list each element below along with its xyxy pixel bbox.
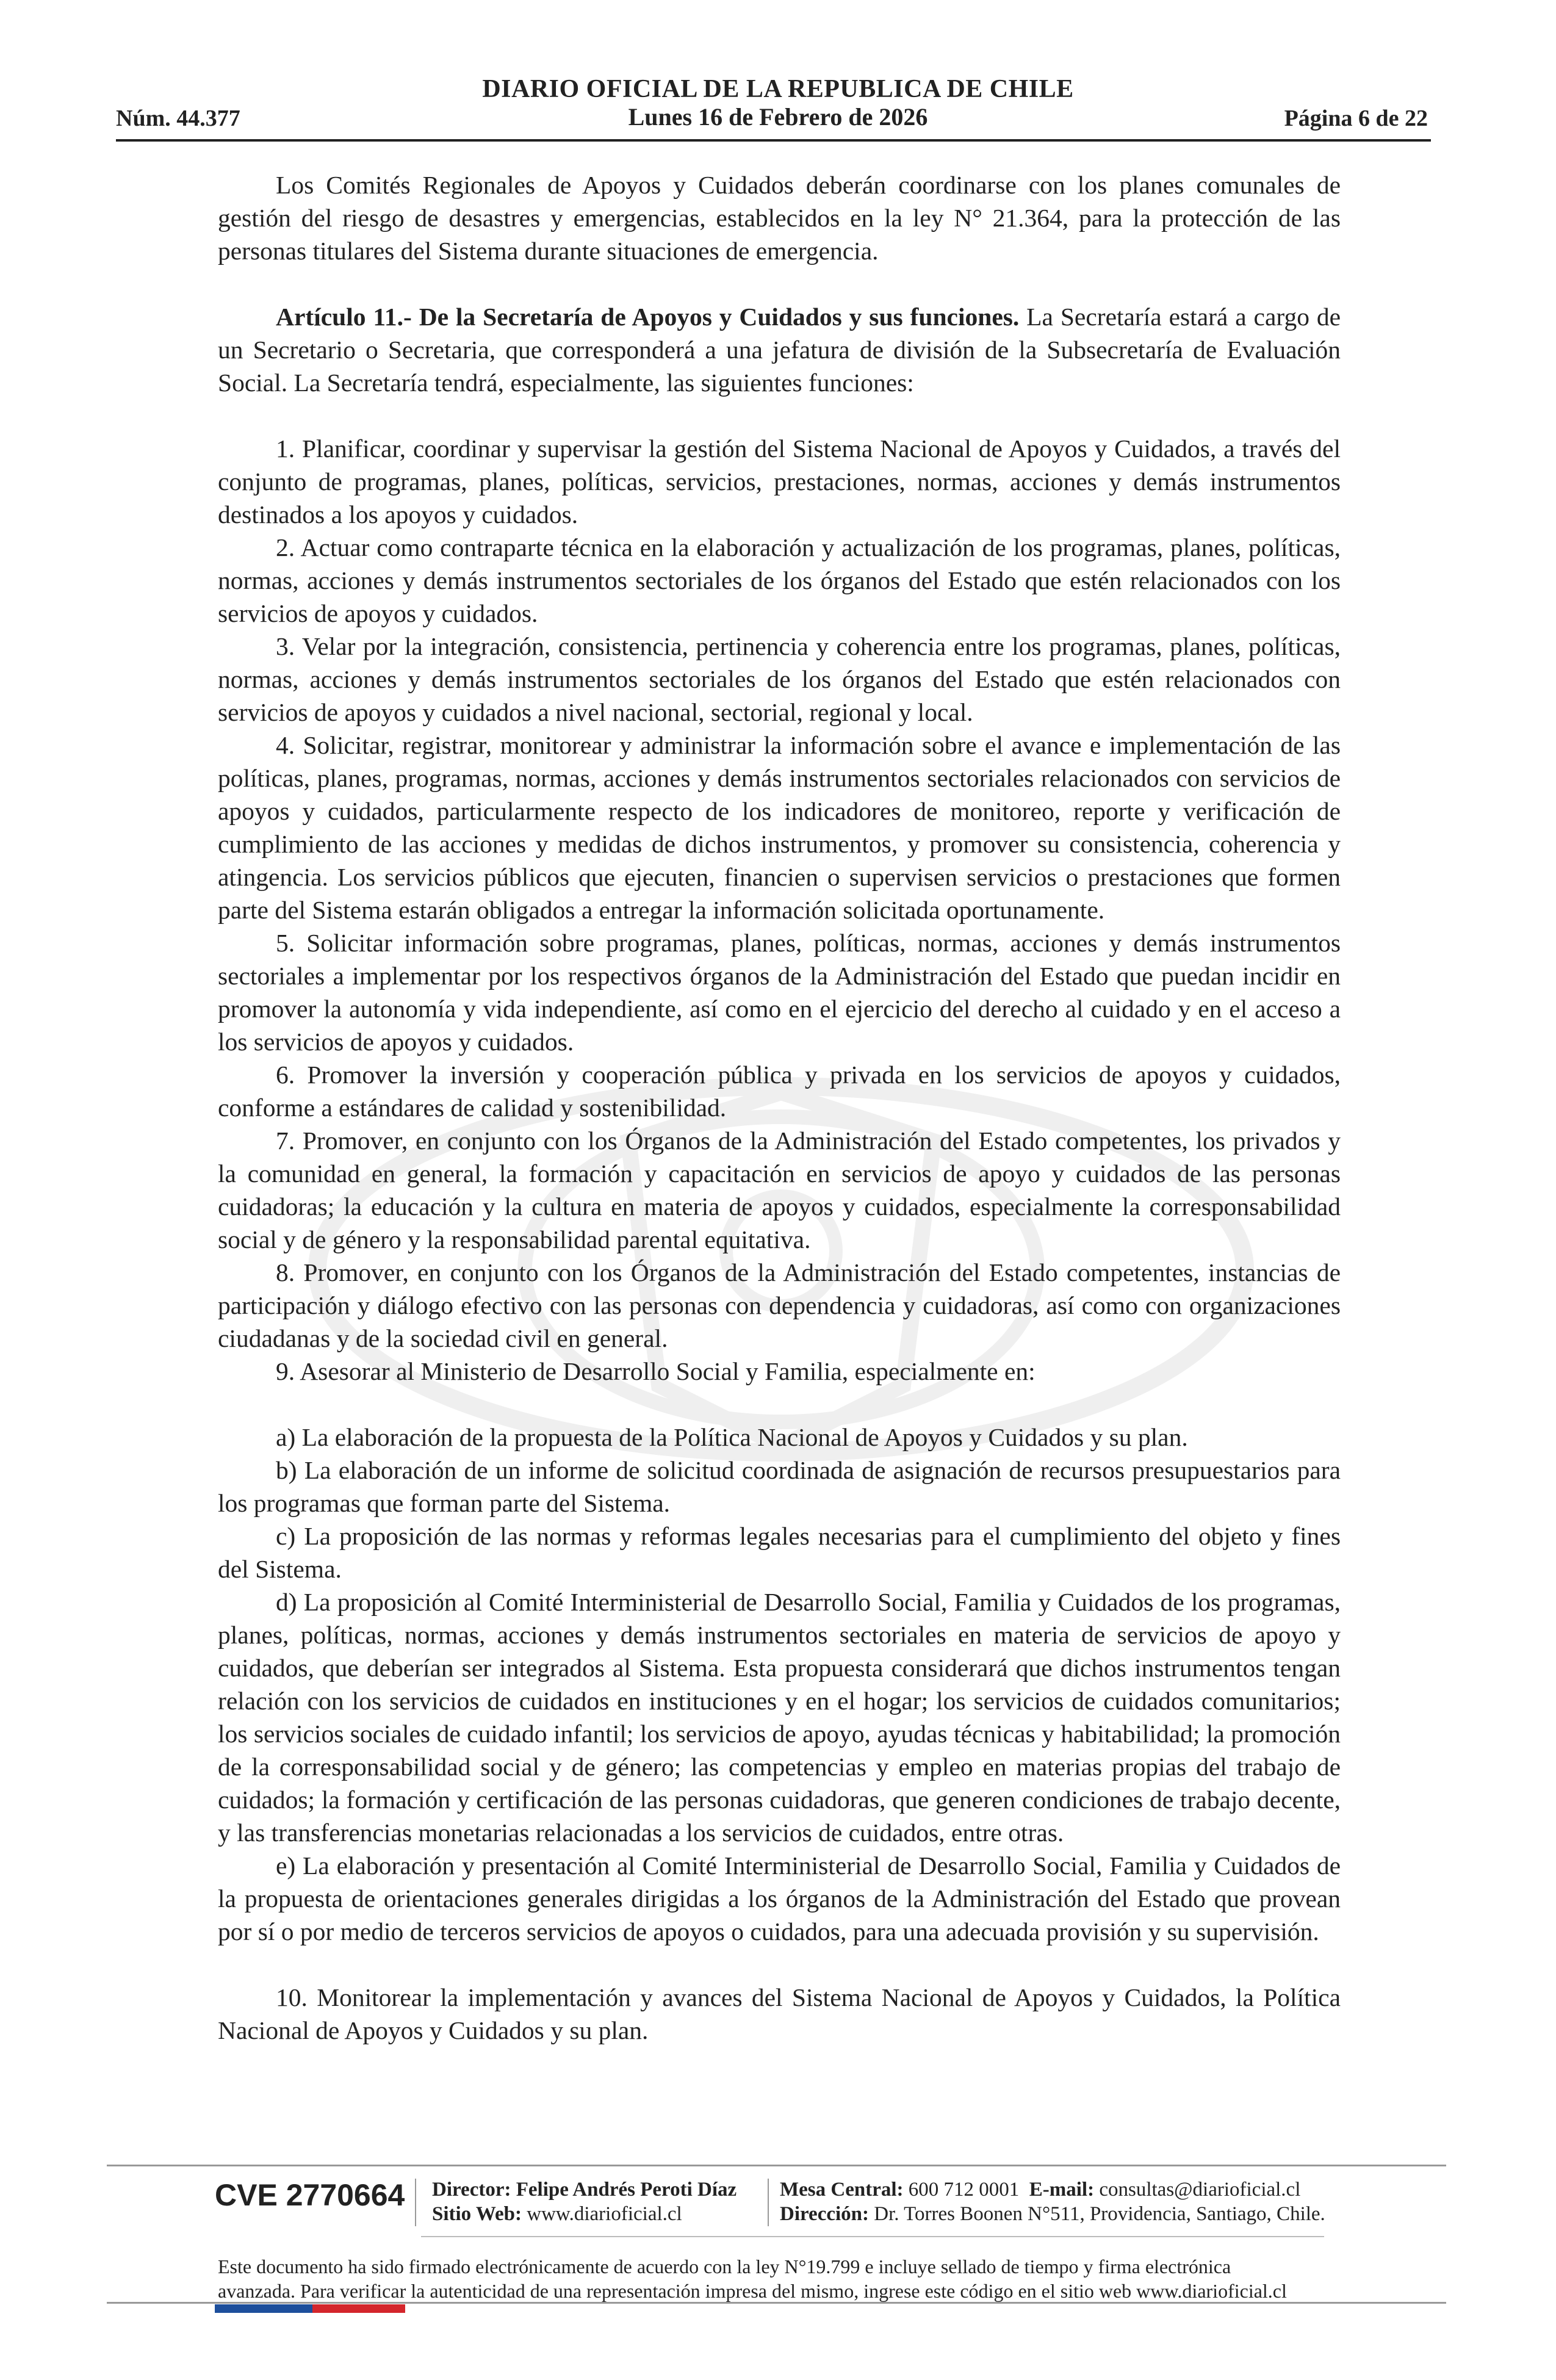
footer-separator	[768, 2179, 769, 2226]
footer-separator	[415, 2179, 416, 2226]
function-item: 6. Promover la inversión y cooperación pública y privada en los servicios de apoyos y cuidados, conforme a estándares de calidad y sostenibilidad.	[218, 1061, 1341, 1122]
footer-bottom-divider	[107, 2302, 1446, 2304]
article-heading: Artículo 11.- De la Secretaría de Apoyos y Cuidados y sus funciones.	[276, 303, 1020, 331]
function-item: 9. Asesorar al Ministerio de Desarrollo Social y Familia, especialmente en:	[276, 1357, 1036, 1385]
cve-code: CVE 2770664	[215, 2178, 405, 2212]
address-label: Dirección:	[780, 2203, 870, 2225]
function-item: 8. Promover, en conjunto con los Órganos de la Administración del Estado competentes, instancias de participación y diálogo efectivo con las personas con dependencia y cuidadoras, así como con organizaciones ciudadanas y de la sociedad civil en general.	[218, 1258, 1341, 1352]
article-11-paragraph	[218, 300, 1341, 399]
footer-divider	[107, 2165, 1446, 2166]
sub-item: d) La proposición al Comité Interministerial de Desarrollo Social, Familia y Cuidados de los programas, planes, políticas, normas, acciones y demás instrumentos sectoriales en materia de servicios de apoyo y cuidados, que deberían ser integrados al Sistema. Esta propuesta considerará que dichos instrumentos tengan relación con los servicios de cuidados en instituciones y en el hogar; los servicios de cuidados comunitarios; los servicios sociales de cuidado infantil; los servicios de apoyo, ayudas técnicas y habitabilidad; la promoción de la corresponsabilidad social y de género; las competencias y empleo en materias propias del trabajo de cuidados; la formación y certificación de las personas cuidadoras, que generen condiciones de trabajo decente, y las transferencias monetarias relacionadas a los servicios de cuidados, entre otras.	[218, 1588, 1341, 1847]
function-item: 1. Planificar, coordinar y supervisar la gestión del Sistema Nacional de Apoyos y Cuidados, a través del conjunto de programas, planes, políticas, servicios, prestaciones, normas, acciones y demás instrumentos destinados a los apoyos y cuidados.	[218, 435, 1341, 528]
legal-line: Este documento ha sido firmado electrónicamente de acuerdo con la ley N°19.799 e incluye sellado de tiempo y firma electrónica	[218, 2256, 1231, 2277]
director-name: Felipe Andrés Peroti Díaz	[516, 2179, 737, 2201]
function-item: 7. Promover, en conjunto con los Órganos de la Administración del Estado competentes, los privados y la comunidad en general, la formación y capacitación en servicios de apoyo y cuidados de las personas cuidadoras; la educación y la cultura en materia de apoyos y cuidados, especialmente la corresponsabilidad social y de género y la responsabilidad parental equitativa.	[218, 1127, 1341, 1253]
website-link[interactable]: www.diarioficial.cl	[527, 2203, 682, 2225]
email-link[interactable]: consultas@diarioficial.cl	[1099, 2179, 1301, 2201]
page-number: Página 6 de 22	[1284, 106, 1428, 131]
sub-item: b) La elaboración de un informe de solicitud coordinada de asignación de recursos presupuestarios para los programas que forman parte del Sistema.	[218, 1456, 1341, 1517]
phone-label: Mesa Central:	[780, 2179, 904, 2201]
director-block	[432, 2177, 737, 2226]
website-label: Sitio Web:	[432, 2203, 522, 2225]
sub-item: a) La elaboración de la propuesta de la Política Nacional de Apoyos y Cuidados y su plan.	[276, 1423, 1188, 1451]
flag-stripe-red	[312, 2304, 405, 2313]
function-item: 10. Monitorear la implementación y avances del Sistema Nacional de Apoyos y Cuidados, la Política Nacional de Apoyos y Cuidados y su plan.	[218, 1983, 1341, 2044]
legal-notice	[218, 2254, 1377, 2303]
sub-item: c) La proposición de las normas y reformas legales necesarias para el cumplimiento del objeto y fines del Sistema.	[218, 1522, 1341, 1583]
article-body	[218, 168, 1341, 2047]
address-value: Dr. Torres Boonen N°511, Providencia, Santiago, Chile.	[874, 2203, 1325, 2225]
sub-item: e) La elaboración y presentación al Comité Interministerial de Desarrollo Social, Familia y Cuidados de la propuesta de orientaciones generales dirigidas a los órganos de la Administración del Estado que provean por sí o por medio de terceros servicios de apoyos o cuidados, para una adecuada provisión y su supervisión.	[218, 1852, 1341, 1945]
header-divider	[116, 139, 1431, 142]
function-item: 4. Solicitar, registrar, monitorear y administrar la información sobre el avance e implementación de las políticas, planes, programas, normas, acciones y demás instrumentos sectoriales relacionados con servicios de apoyos y cuidados, particularmente respecto de los indicadores de monitoreo, reporte y verificación de cumplimiento de las acciones y medidas de dichos instrumentos, y promover su consistencia, coherencia y atingencia. Los servicios públicos que ejecuten, financien o supervisen servicios o prestaciones que formen parte del Sistema estarán obligados a entregar la información solicitada oportunamente.	[218, 731, 1341, 924]
email-label: E-mail:	[1029, 2179, 1095, 2201]
function-item: 3. Velar por la integración, consistencia, pertinencia y coherencia entre los programas, planes, políticas, normas, acciones y demás instrumentos sectoriales de los órganos del Estado que estén relacionados con servicios de apoyos y cuidados a nivel nacional, sectorial, regional y local.	[218, 632, 1341, 726]
issue-date: Lunes 16 de Febrero de 2026	[628, 103, 928, 131]
phone-value: 600 712 0001	[908, 2179, 1020, 2201]
director-label: Director:	[432, 2179, 511, 2201]
flag-stripe-blue	[215, 2304, 312, 2313]
article-intro-text: La Secretaría estará a cargo de un Secretario o Secretaria, que corresponderá a una jefatura de división de la Subsecretaría de Evaluación Social. La Secretaría tendrá, especialmente, las siguientes funciones:	[218, 303, 1341, 397]
function-item: 2. Actuar como contraparte técnica en la elaboración y actualización de los programas, planes, políticas, normas, acciones y demás instrumentos sectoriales de los órganos del Estado que estén relacionados con los servicios de apoyos y cuidados.	[218, 533, 1341, 627]
footer-inner-divider	[421, 2236, 1324, 2237]
function-item: 5. Solicitar información sobre programas, planes, políticas, normas, acciones y demás instrumentos sectoriales a implementar por los respectivos órganos de la Administración del Estado que puedan incidir en promover la autonomía y vida independiente, así como en el ejercicio del derecho al cuidado y en el acceso a los servicios de apoyos y cuidados.	[218, 929, 1341, 1056]
issue-number: Núm. 44.377	[116, 106, 240, 131]
intro-paragraph: Los Comités Regionales de Apoyos y Cuidados deberán coordinarse con los planes comunales de gestión del riesgo de desastres y emergencias, establecidos en la ley N° 21.364, para la protección de las personas titulares del Sistema durante situaciones de emergencia.	[218, 171, 1341, 265]
legal-line: avanzada. Para verificar la autenticidad de una representación impresa del mismo, ingrese este código en el sitio web www.diarioficial.cl	[218, 2280, 1287, 2302]
contact-block	[780, 2177, 1325, 2226]
newspaper-title: DIARIO OFICIAL DE LA REPUBLICA DE CHILE	[482, 75, 1074, 103]
